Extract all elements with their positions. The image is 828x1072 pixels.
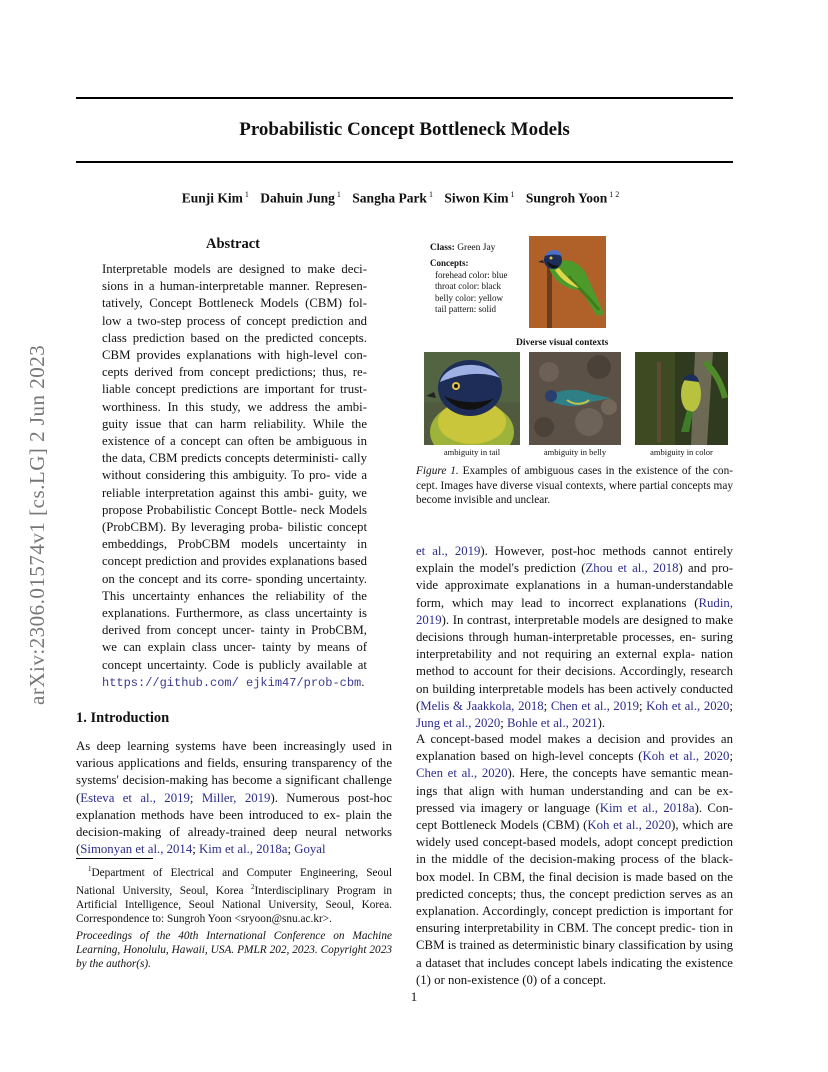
subcaption-color: ambiguity in color: [650, 447, 713, 457]
introduction-text: [76, 738, 392, 858]
citation-link[interactable]: Melis & Jaakkola, 2018: [420, 698, 544, 713]
citation-link[interactable]: Koh et al., 2020: [587, 818, 672, 833]
citation-link[interactable]: Kim et al., 2018a: [199, 842, 288, 857]
author-affiliation: 1: [336, 190, 341, 199]
body-text: ), which are widely used concept-based models, adopt concept prediction in the middle of the decision-making process of the black- box model. In CBM, the final decision is made based on the predicted concepts; thus, the concept prediction serves as an explanation. Accordingly, concept prediction is important for ensuring interpretability in CBM. The concept predic- tion in CBM is trained as deterministic binary classification by using a dataset that includes concept labels indicating the existence (1) or non-existence (0) of a concept.: [416, 818, 733, 987]
separator: ;: [543, 698, 551, 713]
green-jay-main-image: [529, 236, 606, 328]
figure-1: [416, 236, 733, 466]
citation-link[interactable]: Chen et al., 2019: [550, 698, 640, 713]
citation-link[interactable]: Bohle et al., 2021: [507, 716, 598, 731]
figure-caption-text: Examples of ambiguous cases in the existence of the con- cept. Images have diverse visual contexts, where partial concepts may become invisible and unclear.: [416, 465, 733, 506]
concept-item: throat color: black: [435, 281, 501, 291]
bird-branch-image: [635, 352, 728, 445]
arxiv-identifier: arXiv:2306.01574v1 [cs.LG] 2 Jun 2023: [25, 344, 49, 706]
concept-item: belly color: yellow: [435, 292, 503, 303]
separator: ;: [192, 842, 199, 857]
author-name: Eunji Kim: [181, 190, 243, 206]
footnote-rule: [76, 858, 153, 859]
author-affiliation: 1: [510, 190, 515, 199]
author-name: Sangha Park: [352, 190, 427, 206]
page-number: 1: [410, 989, 418, 1004]
footnote: $^1$Department of Electrical and Computer Engineering, Seoul National University, Seoul, Korea $^2$Interdisciplinary Program in Artificial Intelligence, Seoul National University, Seoul, Korea. Correspondence to: Sungroh Yoon <sryoon@snu.ac.kr>.: [76, 865, 392, 925]
separator: ;: [189, 790, 202, 805]
bird-ground-image: [529, 352, 621, 445]
author-name: Dahuin Jung: [260, 190, 335, 206]
citation-link[interactable]: Simonyan et al., 2014: [80, 842, 193, 857]
citation-link[interactable]: Chen et al., 2020: [416, 766, 508, 781]
citation-link[interactable]: Koh et al., 2020: [646, 698, 730, 713]
author-list: [76, 190, 733, 207]
concept-item: tail pattern: solid: [435, 304, 496, 314]
body-text: ). Con- cept Bottleneck Models (CBM) (: [416, 800, 733, 833]
citation-link[interactable]: Koh et al., 2020: [642, 749, 730, 764]
citation-link[interactable]: Miller, 2019: [201, 790, 271, 805]
figure-caption: [416, 464, 733, 508]
citation-link[interactable]: Kim et al., 2018a: [599, 800, 695, 815]
introduction-heading: 1. Introduction: [76, 710, 170, 726]
abstract-body: Interpretable models are designed to make deci- sions in a human-interpretable manner. Represen- tatively, Concept Bottleneck Models (CBM) fol- low a two-step process of concept prediction and class prediction based on the predicted concepts. CBM provides explanations with high-level con- cepts derived from concept predictions; thus, re- liable concept predictions are important for trust- worthiness. In this study, we address the ambi- guity issue that can harm reliability. While the existence of a concept can often be ambiguous in the data, CBM predicts concepts deterministi- cally without considering this ambiguity. To pro- vide a reliable interpretation against this ambi- guity, we propose Probabilistic Concept Bottle- neck Models (ProbCBM). By leveraging proba- bilistic concept embeddings, ProbCBM models uncertainty in concept prediction and provides explanations based on the concept and its corre- sponding uncertainty. This uncertainty enhances the reliability of the explanations. Furthermore, as class uncertainty is derived from concept uncer- tainty in ProbCBM, we can explain class uncer- tainty by means of concept uncertainty. Code is publicly available at: [102, 262, 367, 672]
author-affiliation: 1: [428, 190, 433, 199]
proceedings-text: Proceedings of the 40th International Conference on Machine Learning, Honolulu, Hawaii, USA. PMLR 202, 2023. Copyright 2023 by the author(s).: [76, 930, 392, 970]
figure-label: Figure 1.: [416, 465, 459, 477]
code-link[interactable]: https://github.com/ ejkim47/prob-cbm: [102, 675, 362, 690]
body-text: ).: [597, 716, 606, 731]
body-text: ). In contrast, interpretable models are designed to make decisions through human-interpretable processes, en- suring interpretability and not requiring an external expla- nation method to account for their decisions. Accordingly, research on building interpretable models has been actively conducted (: [416, 612, 733, 713]
separator: ;: [287, 842, 295, 857]
abstract-end: .: [361, 674, 365, 689]
author-affiliation: 1: [244, 190, 249, 199]
subcaption-tail: ambiguity in tail: [443, 447, 501, 457]
citation-link[interactable]: et al., 2019: [416, 544, 481, 558]
figure-class-label: [430, 242, 495, 254]
author-name: Siwon Kim: [444, 190, 509, 206]
citation-link[interactable]: Rudin, 2019: [416, 595, 733, 627]
concept-item: forehead color: blue: [435, 269, 508, 280]
author-name: Sungroh Yoon: [525, 190, 608, 206]
title-bottom-rule: [76, 161, 733, 163]
separator: ;: [500, 716, 508, 731]
subcaption-belly: ambiguity in belly: [543, 447, 607, 457]
figure-concepts: [430, 258, 507, 316]
bird-closeup-image: [424, 352, 520, 445]
class-label: Class:: [430, 243, 455, 253]
separator: ;: [729, 698, 733, 713]
footnote-affiliation-1: Department of Electrical and Computer Engineering, Seoul National University, Seoul, Korea: [76, 866, 392, 897]
class-value: Green Jay: [457, 243, 496, 253]
author-affiliation: 1 2: [609, 190, 620, 199]
concepts-label: Concepts:: [430, 258, 469, 268]
intro-text: As deep learning systems have been increasingly used in various applications and fields, ensuring transparency of the systems' decision-making has become a significant challenge (: [76, 739, 392, 805]
footnote-affiliation-2: Interdisciplinary Program in Artificial Intelligence, Seoul National University, Seoul, Korea. Correspondence to: Sungroh Yoon <sryoon@snu.ac.kr>.: [76, 884, 392, 925]
right-column-paragraph-1: [416, 543, 733, 732]
right-column-paragraph-2: [416, 731, 733, 989]
citation-link[interactable]: Zhou et al., 2018: [585, 561, 679, 576]
body-text: A concept-based model makes a decision and provides an explanation based on high-level concepts (: [416, 732, 733, 764]
separator: ;: [729, 749, 733, 764]
body-text: ). However, post-hoc methods cannot entirely explain the model's prediction (: [416, 544, 733, 576]
paper-title: Probabilistic Concept Bottleneck Models: [239, 119, 570, 140]
citation-link[interactable]: Jung et al., 2020: [416, 716, 501, 731]
intro-text: ). Numerous post-hoc explanation methods have been introduced to ex- plain the decision-making of already-trained deep neural networks (: [76, 790, 393, 857]
abstract-text: [102, 261, 367, 692]
body-text: ). Here, the concepts have semantic mean- ings that align with human understanding and can be ex- pressed via imagery or language (: [416, 766, 733, 815]
body-text: ) and pro- vide approximate explanations in a human-understandable form, which may lead to incorrect explanations (: [416, 561, 733, 610]
top-rule: [76, 97, 733, 99]
diverse-contexts-label: Diverse visual contexts: [516, 338, 609, 348]
proceedings-note: [76, 929, 392, 971]
citation-link[interactable]: Goyal: [294, 842, 326, 857]
separator: ;: [639, 698, 647, 713]
citation-link[interactable]: Esteva et al., 2019: [80, 790, 190, 805]
abstract-heading: Abstract: [206, 236, 260, 252]
